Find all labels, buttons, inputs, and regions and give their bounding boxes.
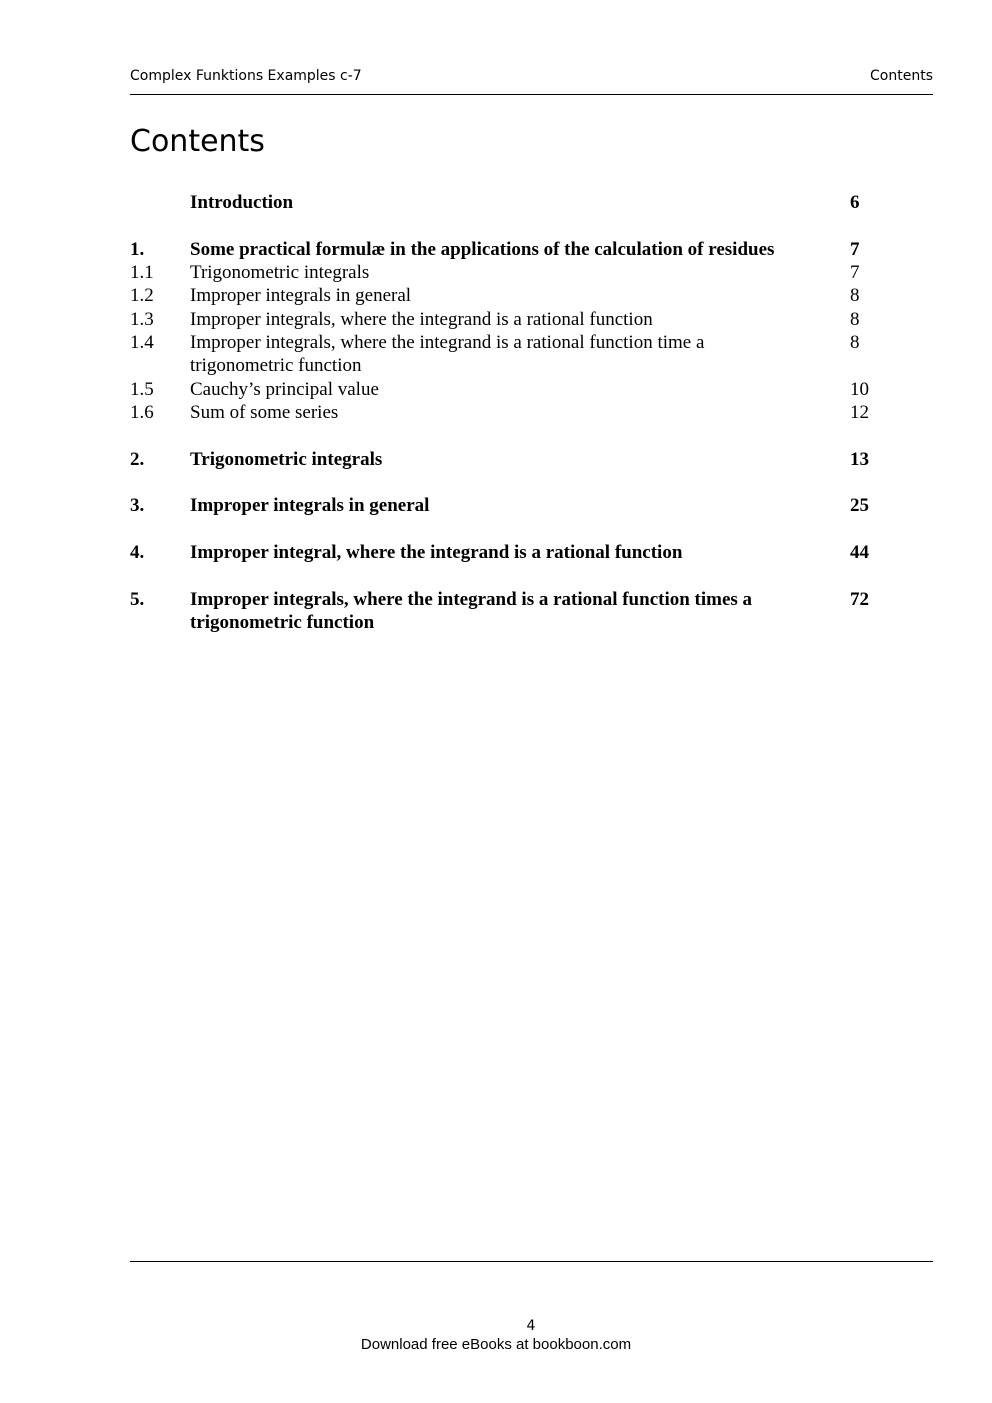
toc-entry-title: Improper integrals in general	[190, 495, 430, 516]
toc-entry-page: 8	[850, 309, 860, 330]
footer-download-note: Download free eBooks at bookboon.com	[360, 1336, 632, 1353]
toc-entry-page: 44	[850, 542, 869, 563]
toc-entry-page: 8	[850, 285, 860, 306]
toc-entry-page: 10	[850, 379, 869, 400]
page-title: Contents	[130, 124, 265, 159]
toc-entry-number: 1.2	[130, 285, 154, 306]
page-number: 4	[526, 1318, 536, 1334]
toc-entry-title: Improper integrals, where the integrand is a rational function time a trigonometric function	[190, 332, 705, 377]
toc-entry-page: 6	[850, 192, 860, 213]
toc-entry-page: 25	[850, 495, 869, 516]
toc-entry-number: 1.6	[130, 402, 154, 423]
toc-entry-page: 8	[850, 332, 860, 353]
toc-entry-page: 13	[850, 449, 869, 470]
toc-entry-number: 1.1	[130, 262, 154, 283]
toc-entry-page: 7	[850, 262, 860, 283]
toc-entry-number: 1.5	[130, 379, 154, 400]
toc-entry-number: 1.3	[130, 309, 154, 330]
toc-entry-title: Improper integrals, where the integrand is a rational function	[190, 309, 653, 330]
running-header-section: Contents	[870, 68, 933, 84]
toc-entry-title: Improper integrals in general	[190, 285, 412, 306]
toc-entry-title: Improper integrals, where the integrand is a rational function times a trigonometric function	[190, 589, 753, 634]
toc-entry-page: 12	[850, 402, 869, 423]
toc-entry-page: 72	[850, 589, 869, 610]
table-of-contents	[130, 0, 890, 1403]
toc-entry-title: Introduction	[190, 192, 294, 213]
toc-entry-title: Trigonometric integrals	[190, 262, 370, 283]
toc-entry-number: 2.	[130, 449, 145, 470]
toc-entry-number: 5.	[130, 589, 145, 610]
toc-entry-title: Trigonometric integrals	[190, 449, 383, 470]
toc-entry-number: 3.	[130, 495, 145, 516]
toc-entry-number: 1.4	[130, 332, 154, 353]
toc-entry-title: Improper integral, where the integrand is a rational function	[190, 542, 683, 563]
toc-entry-number: 1.	[130, 239, 145, 260]
toc-entry-number: 4.	[130, 542, 145, 563]
running-header-title: Complex Funktions Examples c-7	[130, 68, 362, 84]
toc-entry-title: Some practical formulæ in the applications of the calculation of residues	[190, 239, 775, 260]
toc-entry-title: Cauchy’s principal value	[190, 379, 379, 400]
toc-entry-page: 7	[850, 239, 860, 260]
footer-divider	[130, 1261, 933, 1262]
toc-entry-title: Sum of some series	[190, 402, 339, 423]
